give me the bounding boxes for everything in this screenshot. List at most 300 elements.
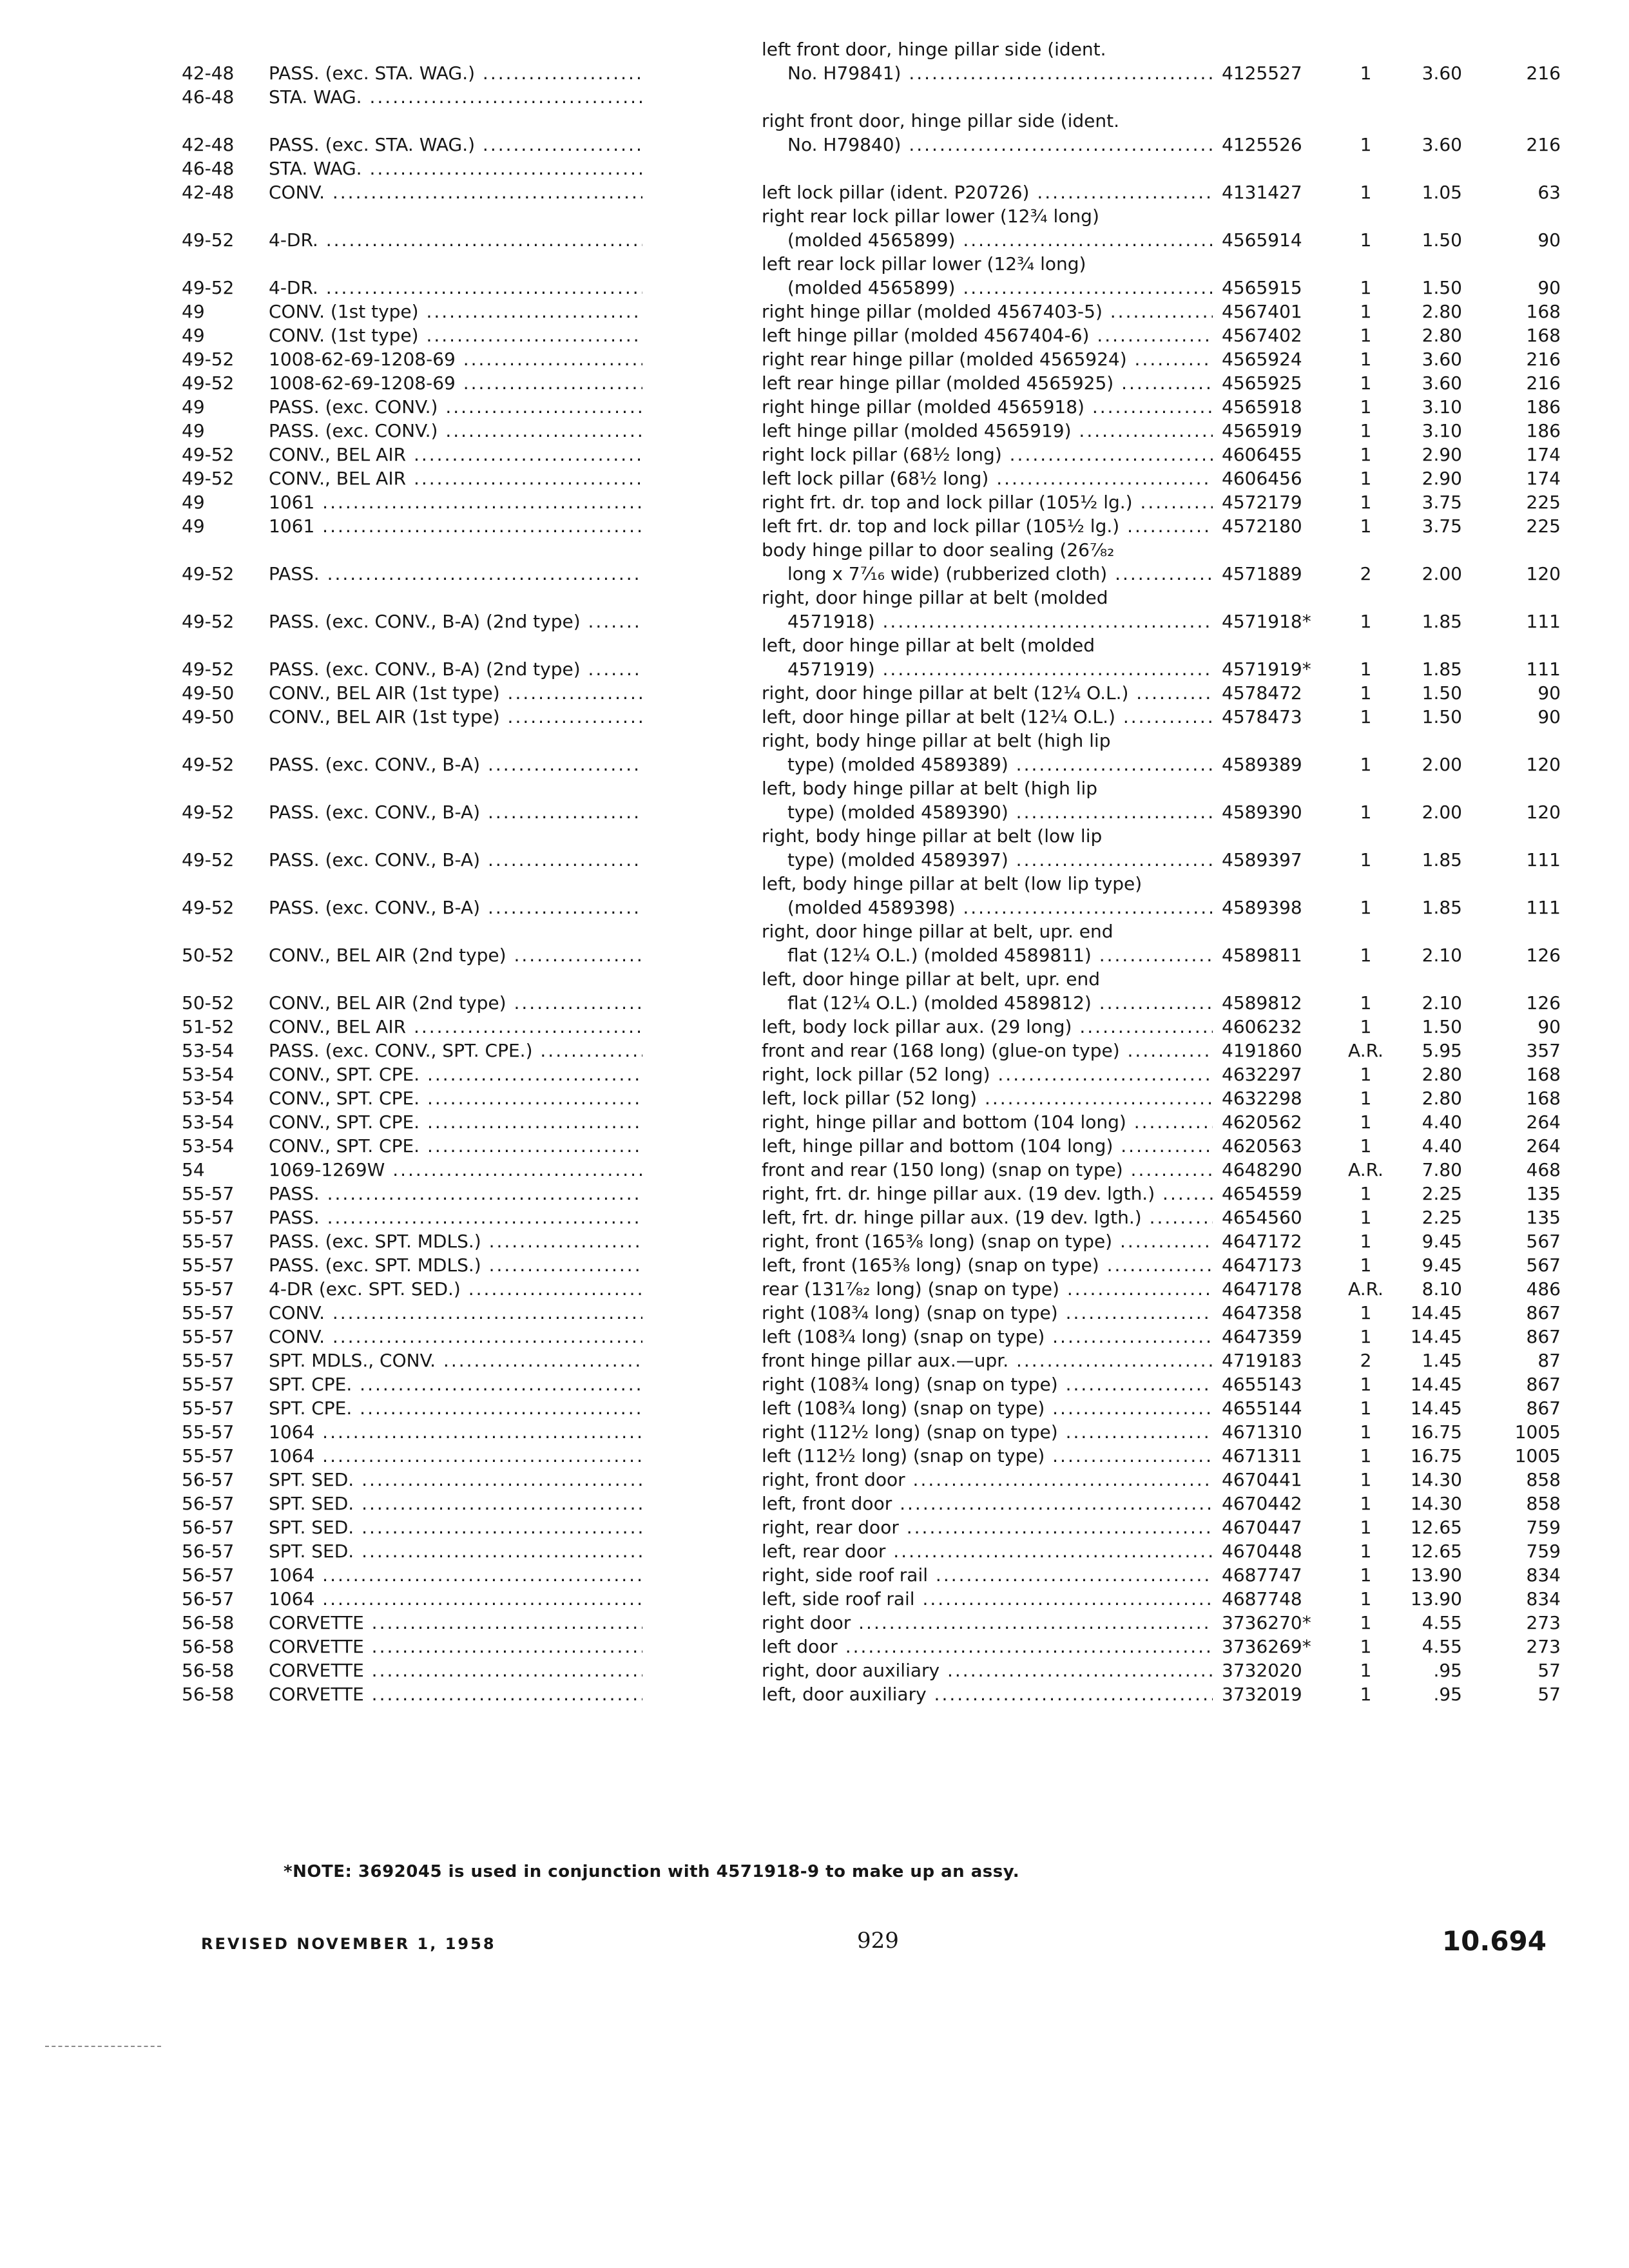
price-cell (1396, 109, 1480, 157)
description-block (762, 1420, 1213, 1444)
quantity: 1 (1360, 1445, 1372, 1466)
model-name: 1064 ..... (269, 1420, 642, 1444)
list-price-cell (1480, 395, 1561, 419)
quantity-cell (1335, 347, 1396, 371)
part-number-cell (1213, 395, 1335, 419)
description-block (762, 1277, 1213, 1301)
year-range: 55-57 (182, 1374, 235, 1395)
quantity: 1 (1360, 682, 1372, 704)
year-range: 42-48 (182, 62, 235, 84)
page-number: 929 (857, 1928, 899, 1954)
list-price-cell (1480, 1468, 1561, 1492)
part-number-cell (1213, 1658, 1335, 1682)
description-line-1: left, door hinge pillar at belt, upr. end (762, 968, 1101, 990)
quantity-cell (1335, 371, 1396, 395)
description-cell (762, 1110, 1213, 1134)
price: 3.10 (1422, 396, 1462, 418)
part-number: 4571889 (1222, 563, 1302, 584)
list-price: 90 (1537, 706, 1561, 727)
price-cell (1396, 347, 1480, 371)
year-range: 49-50 (182, 706, 235, 727)
list-price: 834 (1526, 1564, 1561, 1586)
year-range: 55-57 (182, 1231, 235, 1252)
description-line-1: left, front (165⅜ long) (snap on type) ..... (762, 1253, 1213, 1277)
quantity: 1 (1360, 182, 1372, 203)
price: 14.45 (1410, 1326, 1462, 1347)
list-price: 567 (1526, 1231, 1561, 1252)
table-row (182, 347, 1561, 371)
list-price: 834 (1526, 1588, 1561, 1610)
year-cell (182, 967, 269, 1015)
description-cell (762, 252, 1213, 300)
description-cell (762, 967, 1213, 1015)
price-cell (1396, 1134, 1480, 1158)
list-price-cell (1480, 1301, 1561, 1325)
price-cell (1396, 1563, 1480, 1587)
description-cell (762, 1658, 1213, 1682)
part-number: 4571918* (1222, 611, 1311, 632)
quantity: 1 (1360, 1517, 1372, 1538)
quantity: 1 (1360, 849, 1372, 870)
list-price: 357 (1526, 1040, 1561, 1061)
year-cell (182, 538, 269, 586)
price-cell (1396, 776, 1480, 824)
model-name: CONV. ..... (269, 180, 642, 204)
year-cell (182, 1253, 269, 1277)
price-cell (1396, 1301, 1480, 1325)
quantity-cell (1335, 252, 1396, 300)
description-cell (762, 204, 1213, 252)
list-price-cell (1480, 1539, 1561, 1563)
model-name: PASS. (exc. SPT. MDLS.) ..... (269, 1253, 642, 1277)
year-cell (182, 1015, 269, 1039)
description-block (762, 490, 1213, 514)
part-number-cell (1213, 371, 1335, 395)
description-block (762, 1515, 1213, 1539)
list-price-cell (1480, 586, 1561, 633)
quantity-cell (1335, 1325, 1396, 1349)
part-number: 4654559 (1222, 1183, 1302, 1204)
list-price-cell (1480, 538, 1561, 586)
part-number: 4671310 (1222, 1421, 1302, 1443)
year-cell (182, 633, 269, 681)
description-line-1: right, door hinge pillar at belt (molded (762, 587, 1108, 608)
quantity-cell (1335, 1515, 1396, 1539)
year-cell (182, 1372, 269, 1396)
part-number: 3732020 (1222, 1660, 1302, 1681)
price-cell (1396, 300, 1480, 323)
model-cell (269, 204, 762, 252)
list-price-cell (1480, 1635, 1561, 1658)
list-price-cell (1480, 1134, 1561, 1158)
part-number: 4632298 (1222, 1088, 1302, 1109)
description-cell (762, 1682, 1213, 1706)
quantity: 1 (1360, 1183, 1372, 1204)
year-range: 49-52 (182, 563, 235, 584)
description-block (762, 1539, 1213, 1563)
year-cell (182, 371, 269, 395)
model-cell (269, 1110, 762, 1134)
price-cell (1396, 872, 1480, 919)
quantity-cell (1335, 1182, 1396, 1206)
price-cell (1396, 1658, 1480, 1682)
year-range: 53-54 (182, 1135, 235, 1157)
list-price-cell (1480, 1086, 1561, 1110)
quantity-cell (1335, 1563, 1396, 1587)
part-number: 4567401 (1222, 301, 1302, 322)
description-block (762, 1349, 1213, 1372)
model-name: CONV. ..... (269, 1325, 642, 1349)
year-range: 49-52 (182, 372, 235, 394)
description-line-1: left lock pillar (ident. P20726) ..... (762, 180, 1213, 204)
year-cell (182, 1134, 269, 1158)
parts-table-body (182, 37, 1561, 1706)
quantity: 1 (1360, 468, 1372, 489)
model-name: PASS. (exc. CONV., B-A) (2nd type) ..... (269, 610, 642, 633)
part-number-cell (1213, 1539, 1335, 1563)
model-cell (269, 633, 762, 681)
quantity: 2 (1360, 563, 1372, 584)
price-cell (1396, 919, 1480, 967)
model-name: PASS. (exc. CONV.) ..... (269, 419, 642, 443)
part-number: 4719183 (1222, 1350, 1302, 1371)
quantity-cell (1335, 1420, 1396, 1444)
list-price: 867 (1526, 1398, 1561, 1419)
table-row (182, 514, 1561, 538)
part-number: 4572179 (1222, 492, 1302, 513)
list-price-cell (1480, 347, 1561, 371)
list-price-cell (1480, 1420, 1561, 1444)
description-line-1: right, hinge pillar and bottom (104 long) ..... (762, 1110, 1213, 1134)
list-price: 468 (1526, 1159, 1561, 1180)
year-cell (182, 1325, 269, 1349)
part-number-cell (1213, 586, 1335, 633)
part-number: 4648290 (1222, 1159, 1302, 1180)
part-number: 4589397 (1222, 849, 1302, 870)
part-number-cell (1213, 776, 1335, 824)
model-name: SPT. SED. ..... (269, 1468, 642, 1492)
description-line-1: left, body lock pillar aux. (29 long) ..... (762, 1015, 1213, 1039)
list-price-cell (1480, 1253, 1561, 1277)
list-price: 126 (1526, 992, 1561, 1014)
list-price-cell (1480, 1682, 1561, 1706)
part-number: 4565924 (1222, 349, 1302, 370)
quantity-cell (1335, 1587, 1396, 1611)
year-range: 56-57 (182, 1541, 235, 1562)
quantity-cell (1335, 1015, 1396, 1039)
price: 12.65 (1410, 1541, 1462, 1562)
price-cell (1396, 252, 1480, 300)
description-cell (762, 681, 1213, 705)
model-cell (269, 1468, 762, 1492)
description-cell (762, 1515, 1213, 1539)
part-number: 4578472 (1222, 682, 1302, 704)
description-cell (762, 1444, 1213, 1468)
table-row (182, 1086, 1561, 1110)
description-line-1: right, side roof rail ..... (762, 1563, 1213, 1587)
year-cell (182, 1492, 269, 1515)
quantity-cell (1335, 586, 1396, 633)
quantity-cell (1335, 1277, 1396, 1301)
table-row (182, 323, 1561, 347)
part-number-cell (1213, 1587, 1335, 1611)
quantity: 1 (1360, 1326, 1372, 1347)
year-cell (182, 1039, 269, 1062)
description-cell (762, 1229, 1213, 1253)
quantity-cell (1335, 204, 1396, 252)
model-cell (269, 538, 762, 586)
list-price-cell (1480, 1587, 1561, 1611)
description-cell (762, 1182, 1213, 1206)
price: 1.85 (1422, 897, 1462, 918)
model-name: PASS. ..... (269, 562, 642, 586)
quantity: 1 (1360, 802, 1372, 823)
table-row (182, 1277, 1561, 1301)
price-cell (1396, 1206, 1480, 1229)
price: 7.80 (1422, 1159, 1462, 1180)
description-line-2: flat (12¼ O.L.) (molded 4589812) ..... (762, 991, 1213, 1015)
list-price-cell (1480, 1349, 1561, 1372)
model-cell (269, 1515, 762, 1539)
list-price-cell (1480, 490, 1561, 514)
description-line-1: right door ..... (762, 1611, 1213, 1635)
price-cell (1396, 443, 1480, 466)
description-block (762, 1325, 1213, 1349)
description-cell (762, 1062, 1213, 1086)
year-cell (182, 1206, 269, 1229)
model-cell (269, 1325, 762, 1349)
year-range: 55-57 (182, 1278, 235, 1300)
price-cell (1396, 466, 1480, 490)
price-cell (1396, 1039, 1480, 1062)
table-row (182, 1253, 1561, 1277)
description-block (762, 395, 1213, 419)
model-cell (269, 419, 762, 443)
price-cell (1396, 1349, 1480, 1372)
year-range: 50-52 (182, 992, 235, 1014)
price: 2.80 (1422, 325, 1462, 346)
description-cell (762, 1134, 1213, 1158)
list-price: 63 (1537, 182, 1561, 203)
price-cell (1396, 1158, 1480, 1182)
list-price-cell (1480, 1015, 1561, 1039)
price: 2.25 (1422, 1207, 1462, 1228)
quantity: 1 (1360, 301, 1372, 322)
year-cell (182, 323, 269, 347)
year-range: 55-57 (182, 1207, 235, 1228)
part-number: 4687748 (1222, 1588, 1302, 1610)
part-number: 4565918 (1222, 396, 1302, 418)
price-cell (1396, 967, 1480, 1015)
model-name: CONV. (1st type) ..... (269, 323, 642, 347)
quantity: 1 (1360, 1398, 1372, 1419)
model-cell (269, 371, 762, 395)
list-price: 273 (1526, 1612, 1561, 1633)
year-range: 56-58 (182, 1660, 235, 1681)
year-cell (182, 85, 269, 109)
price-cell (1396, 1086, 1480, 1110)
model-cell (269, 300, 762, 323)
price-cell (1396, 824, 1480, 872)
table-row (182, 466, 1561, 490)
price-cell (1396, 323, 1480, 347)
table-row (182, 443, 1561, 466)
table-row (182, 1611, 1561, 1635)
table-row (182, 252, 1561, 300)
description-cell (762, 872, 1213, 919)
part-number-cell (1213, 681, 1335, 705)
price: 2.80 (1422, 1064, 1462, 1085)
price-cell (1396, 681, 1480, 705)
description-cell (762, 633, 1213, 681)
quantity: A.R. (1348, 1040, 1383, 1061)
part-number: 4589812 (1222, 992, 1302, 1014)
quantity: 1 (1360, 1088, 1372, 1109)
year-cell (182, 1515, 269, 1539)
model-cell (269, 1444, 762, 1468)
description-line-1: right frt. dr. top and lock pillar (105½ lg.) ..... (762, 490, 1213, 514)
year-range: 55-57 (182, 1302, 235, 1323)
model-name: 1061 ..... (269, 490, 642, 514)
description-line-1: left (112½ long) (snap on type) ..... (762, 1444, 1213, 1468)
description-line-1: right, front door ..... (762, 1468, 1213, 1492)
year-cell (182, 919, 269, 967)
part-number-cell (1213, 1134, 1335, 1158)
price-cell (1396, 1015, 1480, 1039)
list-price: 759 (1526, 1541, 1561, 1562)
year-range: 49-52 (182, 897, 235, 918)
part-number-cell (1213, 1015, 1335, 1039)
year-cell (182, 180, 269, 204)
list-price: 1005 (1514, 1445, 1561, 1466)
quantity: 1 (1360, 1016, 1372, 1037)
part-number-cell (1213, 1420, 1335, 1444)
year-cell (182, 1563, 269, 1587)
year-cell (182, 204, 269, 252)
quantity: 1 (1360, 372, 1372, 394)
price: 3.75 (1422, 492, 1462, 513)
list-price-cell (1480, 371, 1561, 395)
quantity-cell (1335, 1372, 1396, 1396)
description-line-1: right, door auxiliary ..... (762, 1658, 1213, 1682)
model-name: SPT. MDLS., CONV. ..... (269, 1349, 642, 1372)
list-price: 186 (1526, 396, 1561, 418)
revision-date: REVISED NOVEMBER 1, 1958 (201, 1935, 496, 1953)
list-price-cell (1480, 824, 1561, 872)
part-number-cell (1213, 919, 1335, 967)
description-line-1: right front door, hinge pillar side (ident. (762, 110, 1119, 131)
quantity-cell (1335, 85, 1396, 109)
model-name: SPT. CPE. ..... (269, 1372, 642, 1396)
description-cell (762, 1492, 1213, 1515)
model-cell (269, 180, 762, 204)
model-name: CONV., SPT. CPE. ..... (269, 1134, 642, 1158)
model-cell (269, 490, 762, 514)
table-row (182, 776, 1561, 824)
description-cell (762, 1253, 1213, 1277)
table-row (182, 1062, 1561, 1086)
model-name: PASS. (exc. CONV.) ..... (269, 395, 642, 419)
model-cell (269, 872, 762, 919)
description-block (762, 1635, 1213, 1658)
quantity: 1 (1360, 706, 1372, 727)
model-cell (269, 681, 762, 705)
price-cell (1396, 1587, 1480, 1611)
table-row (182, 1182, 1561, 1206)
price-cell (1396, 1611, 1480, 1635)
list-price: 174 (1526, 468, 1561, 489)
year-range: 55-57 (182, 1183, 235, 1204)
quantity: 1 (1360, 134, 1372, 155)
description-line-2: 4571918) ..... (762, 610, 1213, 633)
description-line-1: left, rear door ..... (762, 1539, 1213, 1563)
quantity: 1 (1360, 1111, 1372, 1133)
description-block (762, 633, 1213, 681)
part-number-cell (1213, 490, 1335, 514)
list-price: 216 (1526, 62, 1561, 84)
list-price: 867 (1526, 1326, 1561, 1347)
year-range: 56-57 (182, 1493, 235, 1514)
list-price: 486 (1526, 1278, 1561, 1300)
price: 1.85 (1422, 658, 1462, 680)
part-number: 4578473 (1222, 706, 1302, 727)
quantity-cell (1335, 300, 1396, 323)
table-row (182, 1492, 1561, 1515)
description-line-1: left hinge pillar (molded 4565919) ..... (762, 419, 1213, 443)
table-row (182, 1587, 1561, 1611)
part-number-cell (1213, 109, 1335, 157)
part-number-cell (1213, 1253, 1335, 1277)
table-row (182, 538, 1561, 586)
price: 3.60 (1422, 372, 1462, 394)
quantity-cell (1335, 1086, 1396, 1110)
table-row (182, 586, 1561, 633)
price: 13.90 (1410, 1564, 1462, 1586)
list-price-cell (1480, 1444, 1561, 1468)
description-line-2: No. H79841) ..... (762, 61, 1213, 85)
quantity-cell (1335, 395, 1396, 419)
quantity-cell (1335, 1539, 1396, 1563)
list-price-cell (1480, 1611, 1561, 1635)
description-cell (762, 323, 1213, 347)
price: 14.30 (1410, 1469, 1462, 1490)
year-cell (182, 1539, 269, 1563)
description-line-2: (molded 4565899) ..... (762, 228, 1213, 252)
quantity-cell (1335, 824, 1396, 872)
price: 2.80 (1422, 1088, 1462, 1109)
model-cell (269, 1039, 762, 1062)
description-cell (762, 1039, 1213, 1062)
quantity: 1 (1360, 325, 1372, 346)
model-cell (269, 1134, 762, 1158)
model-name: PASS. (exc. CONV., SPT. CPE.) ..... (269, 1039, 642, 1062)
description-block (762, 1658, 1213, 1682)
description-block (762, 1611, 1213, 1635)
quantity: 1 (1360, 1231, 1372, 1252)
year-cell (182, 729, 269, 776)
description-line-1: left lock pillar (68½ long) ..... (762, 466, 1213, 490)
description-line-1: left front door, hinge pillar side (ident. (762, 39, 1106, 60)
price: 2.10 (1422, 992, 1462, 1014)
quantity: 1 (1360, 1684, 1372, 1705)
list-price: 759 (1526, 1517, 1561, 1538)
model-cell (269, 1015, 762, 1039)
description-cell (762, 1587, 1213, 1611)
table-row (182, 85, 1561, 109)
year-range: 49 (182, 420, 205, 441)
description-cell (762, 1420, 1213, 1444)
year-range: 49-52 (182, 754, 235, 775)
